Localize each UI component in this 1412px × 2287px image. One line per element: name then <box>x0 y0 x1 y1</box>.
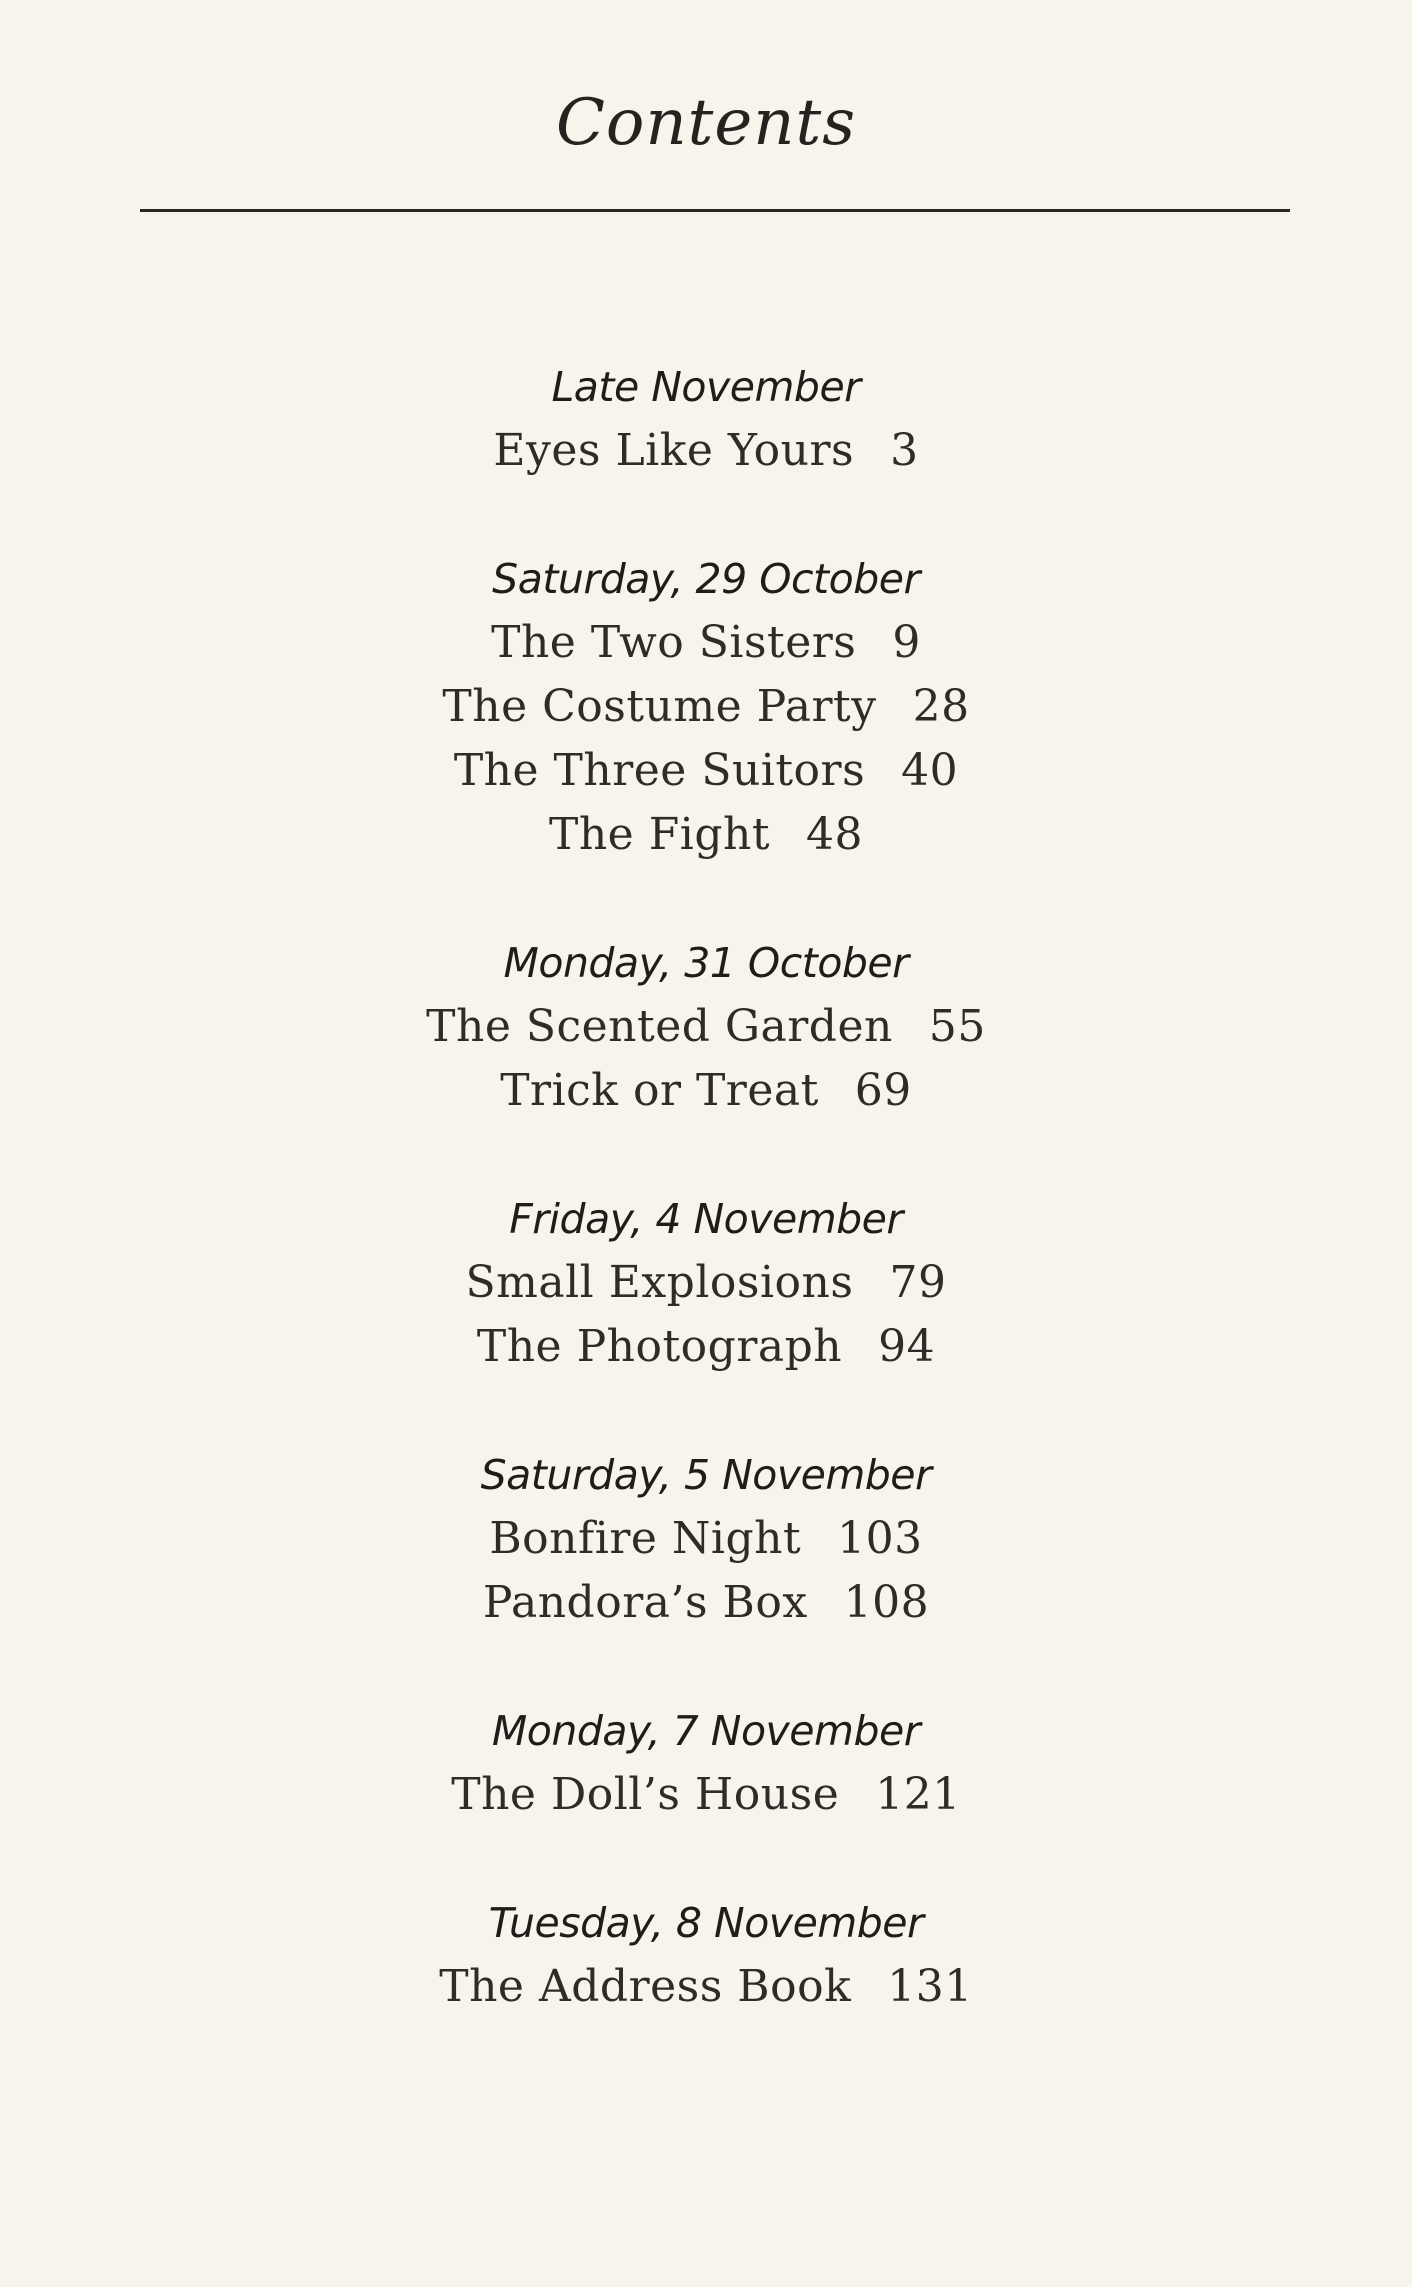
toc-entry <box>0 1315 1412 1379</box>
entry-page-number: 9 <box>892 617 921 668</box>
toc-entry <box>0 419 1412 483</box>
toc-entry <box>0 1955 1412 2019</box>
entry-title: The Three Suitors <box>453 745 866 796</box>
entry-page-number: 121 <box>875 1769 961 1820</box>
entry-title: Bonfire Night <box>489 1513 802 1564</box>
entry-title: The Fight <box>549 809 770 860</box>
entry-title: Pandora’s Box <box>482 1577 808 1628</box>
entry-title: The Doll’s House <box>451 1769 840 1820</box>
entry-title: The Costume Party <box>442 681 877 732</box>
toc-entry <box>0 803 1412 867</box>
entry-page-number: 108 <box>843 1577 930 1628</box>
section-heading: Saturday, 5 November <box>480 1451 932 1499</box>
entry-page-number: 40 <box>901 745 959 796</box>
entry-page-number: 69 <box>854 1065 912 1116</box>
entry-page-number: 94 <box>878 1321 936 1372</box>
page-title: Contents <box>555 86 857 160</box>
toc-section <box>0 1891 1412 2019</box>
entry-page-number: 131 <box>887 1961 973 2012</box>
toc-section <box>0 547 1412 867</box>
section-heading: Saturday, 29 October <box>492 555 920 603</box>
toc-entry <box>0 1059 1412 1123</box>
section-heading: Monday, 31 October <box>503 939 909 987</box>
section-heading: Monday, 7 November <box>491 1707 921 1755</box>
table-of-contents <box>0 355 1412 2083</box>
toc-entry <box>0 1251 1412 1315</box>
entry-title: The Scented Garden <box>426 1001 893 1052</box>
entry-title: The Two Sisters <box>491 617 857 668</box>
entry-page-number: 55 <box>928 1001 986 1052</box>
section-heading: Friday, 4 November <box>509 1195 903 1243</box>
entry-page-number: 103 <box>837 1513 923 1564</box>
entry-title: Eyes Like Yours <box>493 425 855 476</box>
toc-section <box>0 1699 1412 1827</box>
toc-entry <box>0 675 1412 739</box>
entry-title: Small Explosions <box>465 1257 854 1308</box>
entry-page-number: 28 <box>912 681 970 732</box>
toc-entry <box>0 1571 1412 1635</box>
entry-title: The Photograph <box>476 1321 843 1372</box>
entry-title: The Address Book <box>439 1961 852 2012</box>
section-heading: Tuesday, 8 November <box>488 1899 924 1947</box>
entry-page-number: 79 <box>889 1257 947 1308</box>
toc-section <box>0 1443 1412 1635</box>
toc-entry <box>0 739 1412 803</box>
title-rule <box>140 209 1290 212</box>
toc-entry <box>0 1507 1412 1571</box>
toc-entry <box>0 995 1412 1059</box>
entry-page-number: 3 <box>890 425 919 476</box>
toc-entry <box>0 1763 1412 1827</box>
toc-section <box>0 1187 1412 1379</box>
section-heading: Late November <box>551 363 861 411</box>
toc-section <box>0 931 1412 1123</box>
entry-title: Trick or Treat <box>500 1065 819 1116</box>
toc-section <box>0 355 1412 483</box>
entry-page-number: 48 <box>806 809 863 860</box>
toc-entry <box>0 611 1412 675</box>
